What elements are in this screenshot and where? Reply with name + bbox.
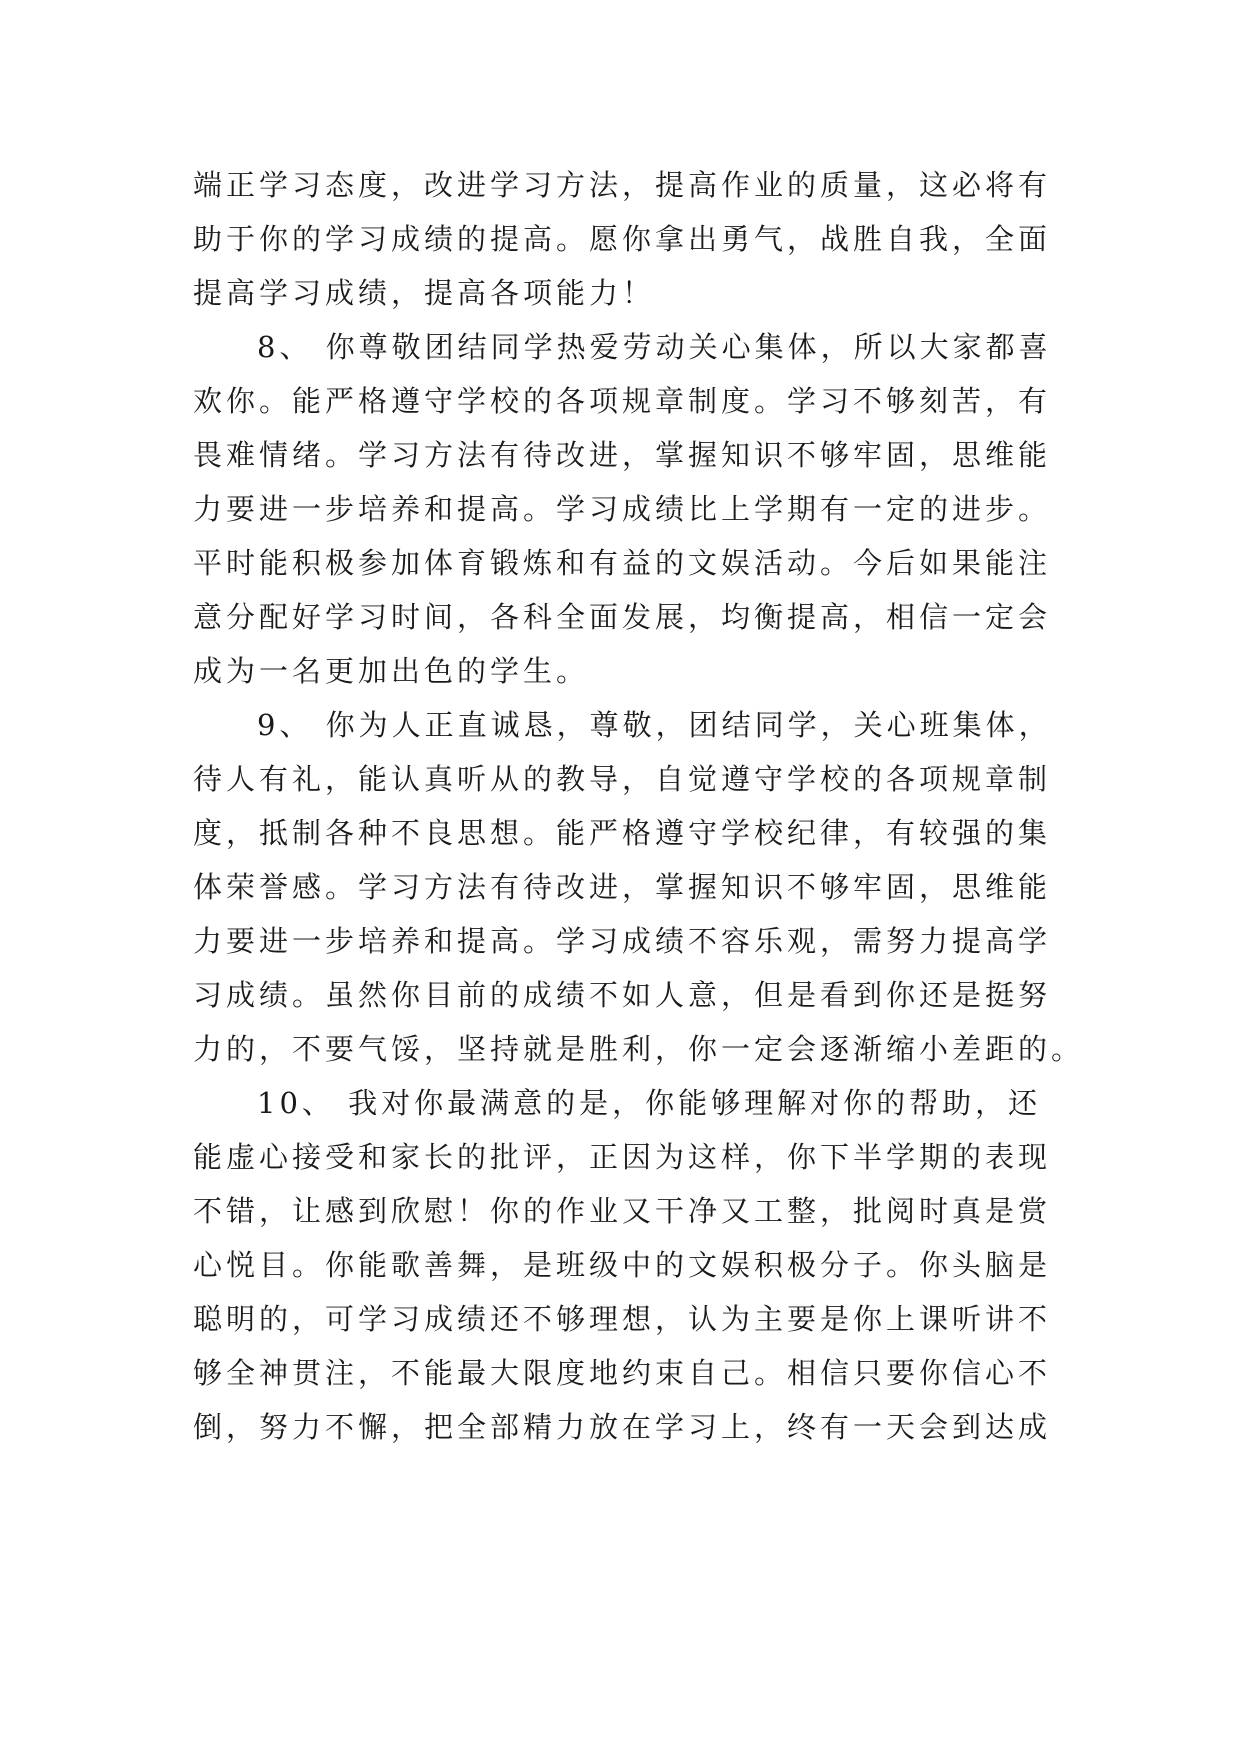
paragraph-8 [193, 320, 1053, 698]
text-line: 畏难情绪。学习方法有待改进，掌握知识不够牢固，思维能 [193, 438, 1052, 472]
text-line: 度，抵制各种不良思想。能严格遵守学校纪律，有较强的集 [193, 816, 1052, 850]
text-line: 倒，努力不懈，把全部精力放在学习上，终有一天会到达成 [193, 1410, 1052, 1444]
text-line: 能虚心接受和家长的批评，正因为这样，你下半学期的表现 [193, 1140, 1052, 1174]
paragraph-10 [193, 1076, 1053, 1454]
text-line: 端正学习态度，改进学习方法，提高作业的质量，这必将有 [193, 168, 1052, 202]
text-line: 助于你的学习成绩的提高。愿你拿出勇气，战胜自我，全面 [193, 222, 1052, 256]
text-line: 不错，让感到欣慰！你的作业又干净又工整，批阅时真是赏 [193, 1194, 1052, 1228]
text-line: 意分配好学习时间，各科全面发展，均衡提高，相信一定会 [193, 600, 1052, 634]
text-line: 提高学习成绩，提高各项能力！ [193, 276, 656, 310]
text-line: 8、 你尊敬团结同学热爱劳动关心集体，所以大家都喜 [257, 330, 1052, 364]
text-line: 10、 我对你最满意的是，你能够理解对你的帮助，还 [257, 1086, 1042, 1120]
text-line: 力要进一步培养和提高。学习成绩比上学期有一定的进步。 [193, 492, 1052, 526]
text-line: 聪明的，可学习成绩还不够理想，认为主要是你上课听讲不 [193, 1302, 1052, 1336]
paragraph-7-continuation [193, 158, 1053, 320]
text-line: 力的，不要气馁，坚持就是胜利，你一定会逐渐缩小差距的。 [193, 1032, 1085, 1066]
text-line: 9、 你为人正直诚恳，尊敬，团结同学，关心班集体， [257, 708, 1052, 742]
document-page [193, 158, 1085, 1454]
text-line: 待人有礼，能认真听从的教导，自觉遵守学校的各项规章制 [193, 762, 1052, 796]
paragraph-9 [193, 698, 1085, 1076]
text-line: 平时能积极参加体育锻炼和有益的文娱活动。今后如果能注 [193, 546, 1052, 580]
text-line: 力要进一步培养和提高。学习成绩不容乐观，需努力提高学 [193, 924, 1052, 958]
text-line: 成为一名更加出色的学生。 [193, 654, 590, 688]
text-line: 够全神贯注，不能最大限度地约束自己。相信只要你信心不 [193, 1356, 1052, 1390]
text-line: 体荣誉感。学习方法有待改进，掌握知识不够牢固，思维能 [193, 870, 1052, 904]
text-line: 欢你。能严格遵守学校的各项规章制度。学习不够刻苦，有 [193, 384, 1052, 418]
text-line: 心悦目。你能歌善舞，是班级中的文娱积极分子。你头脑是 [193, 1248, 1052, 1282]
text-line: 习成绩。虽然你目前的成绩不如人意，但是看到你还是挺努 [193, 978, 1052, 1012]
